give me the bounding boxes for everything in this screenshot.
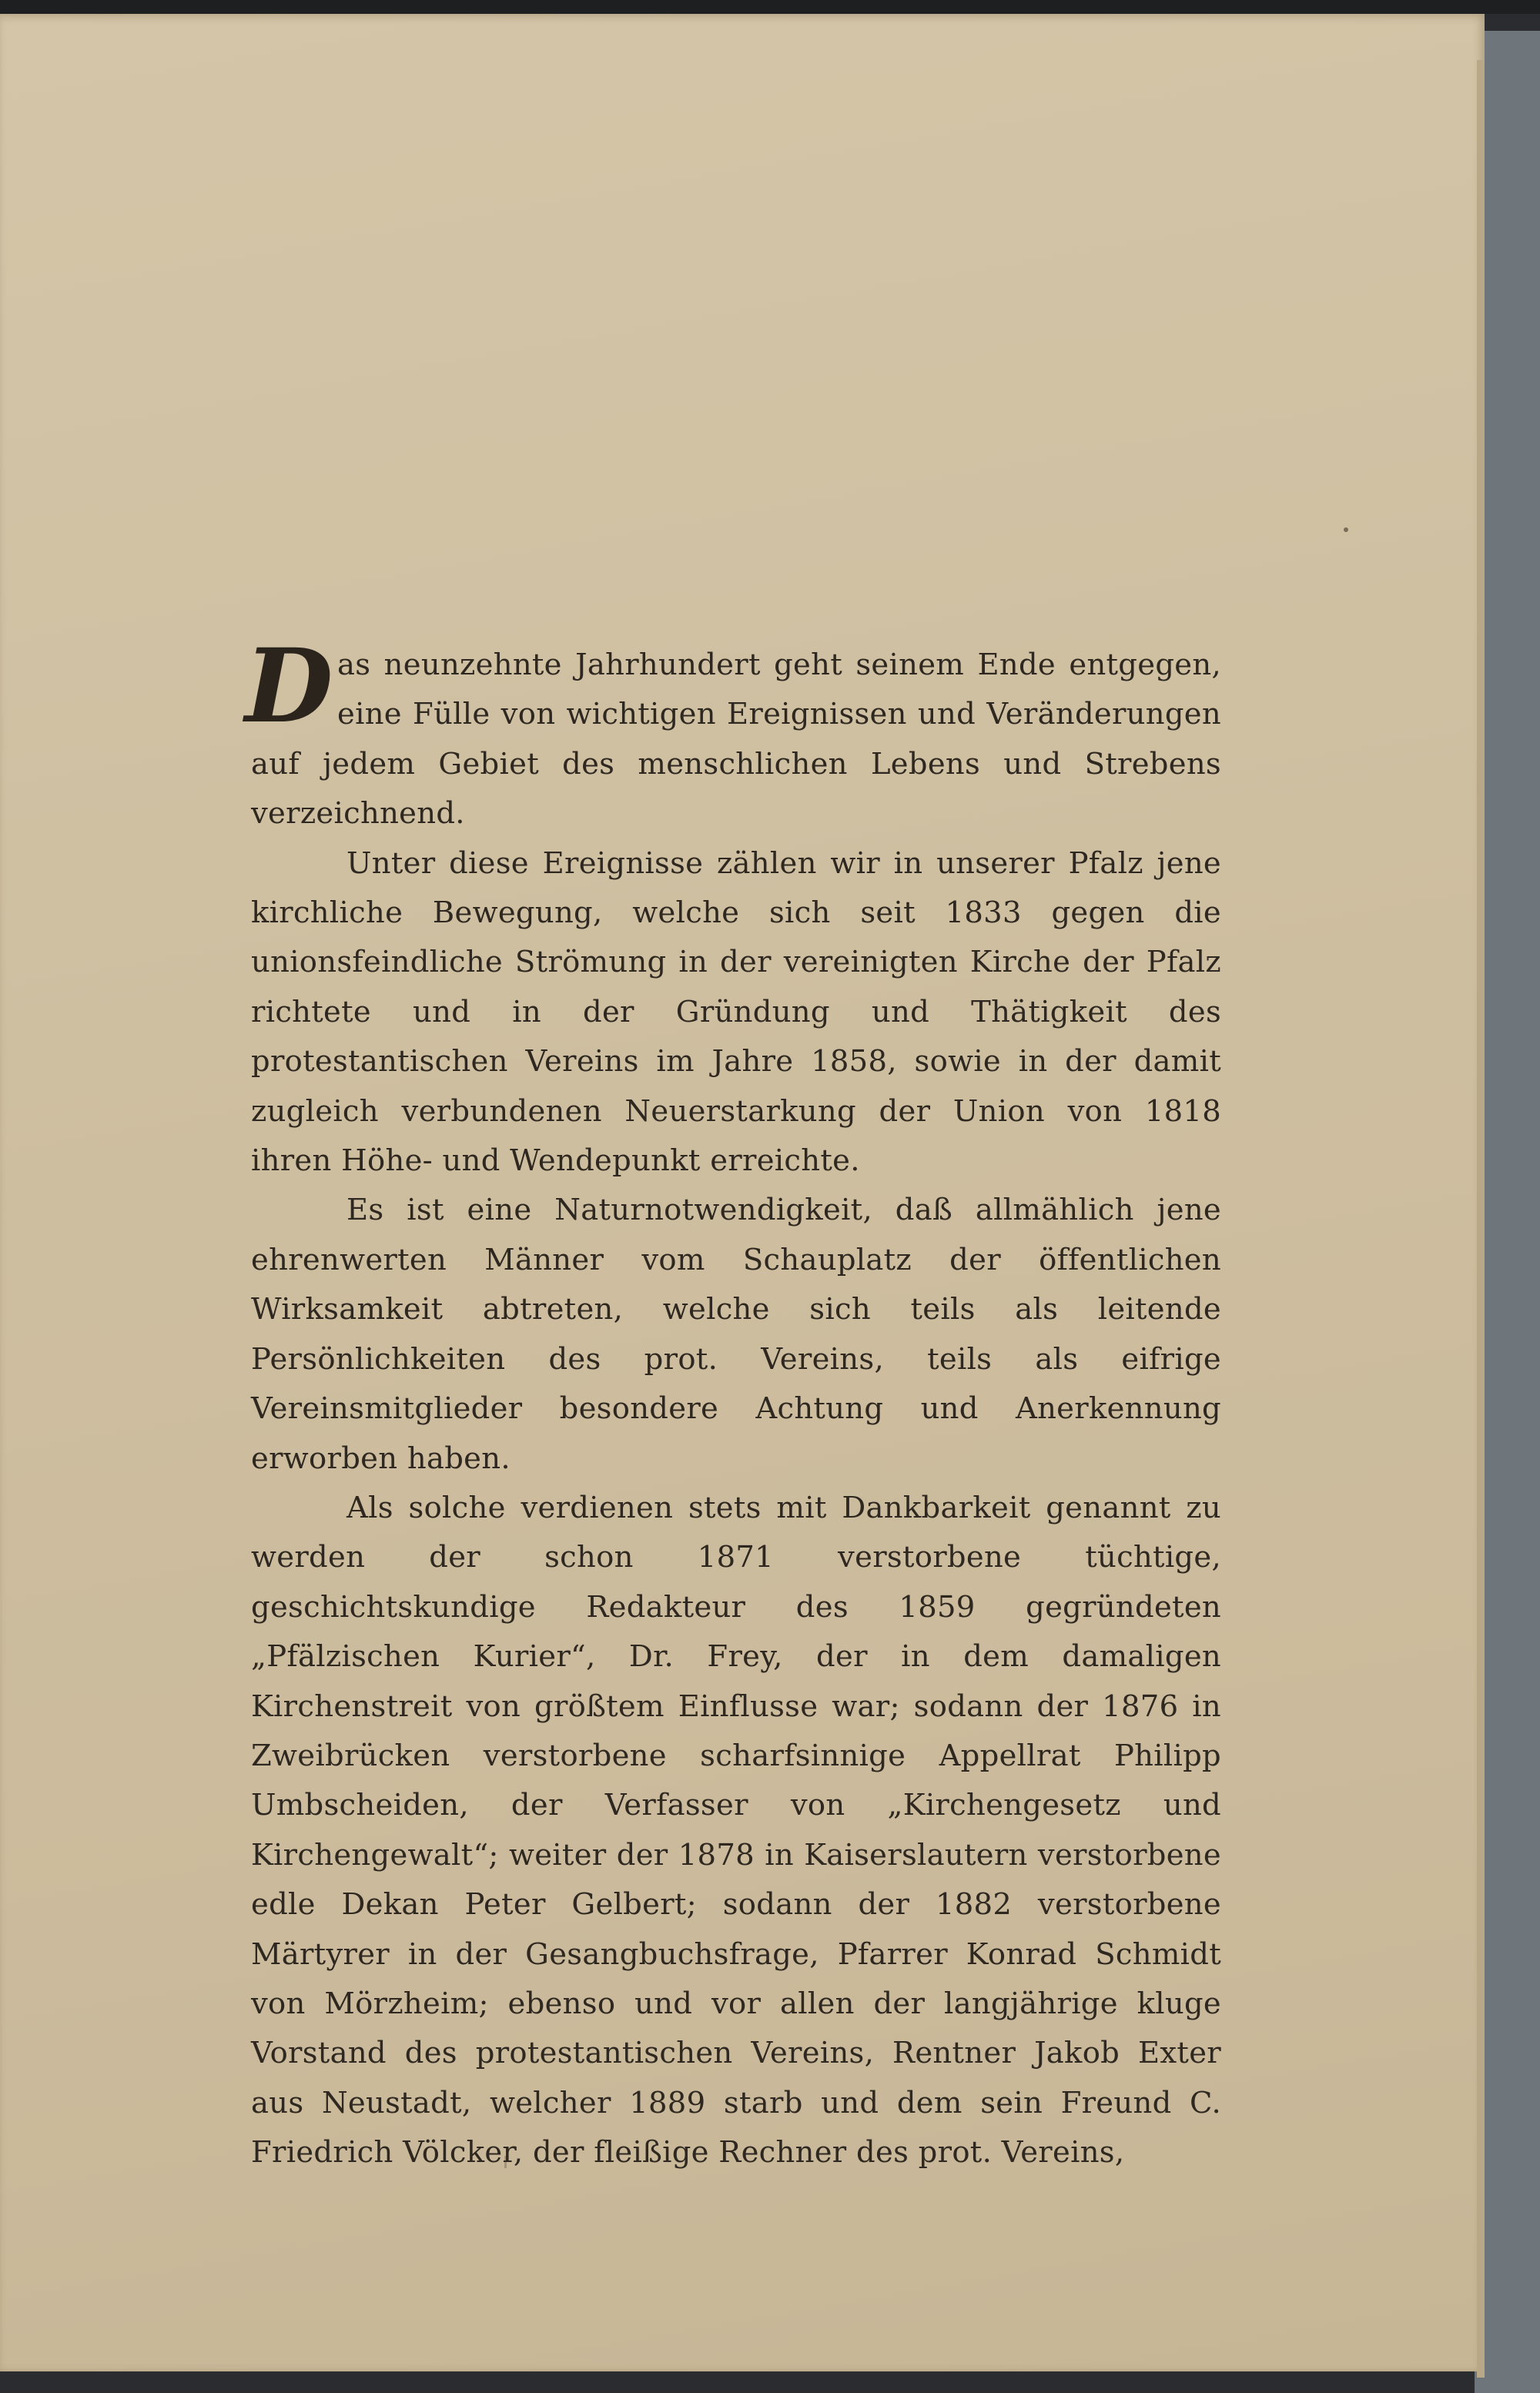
ink-speck [1344, 527, 1348, 532]
drop-cap: D [245, 627, 333, 746]
body-text [245, 627, 1221, 2178]
paragraph-3: Es ist eine Naturnotwendigkeit, daß allmählich jene ehrenwerten Männer vom Schauplatz der öffentlichen Wirksamkeit abtreten, welche sich teils als leitende Persönlichkeiten des prot. Vereins, teils als eifrige Vereinsmitglieder besondere Achtung und Anerkennung erworben haben. [251, 1193, 1221, 1476]
page-edge [1477, 60, 1485, 2378]
paragraph-4: Als solche verdienen stets mit Dankbarkeit genannt zu werden der schon 1871 verstorbene tüchtige, geschichtskundige Redakteur des 1859 gegründeten „Pfälzischen Kurier“, Dr. Frey, der in dem damaligen Kirchenstreit von größtem Einflusse war; sodann der 1876 in Zweibrücken verstorbene scharfsinnige Appellrat Philipp Umbscheiden, der Verfasser von „Kirchengesetz und Kirchengewalt“; weiter der 1878 in Kaiserslautern verstorbene edle Dekan Peter Gelbert; sodann der 1882 verstorbene Märtyrer in der Gesangbuchsfrage, Pfarrer Konrad Schmidt von Mörzheim; ebenso und vor allen der langjährige kluge Vorstand des protestantischen Vereins, Rentner Jakob Exter aus Neustadt, welcher 1889 starb und dem sein Freund C. Friedrich Völcker, der fleißige Rechner des prot. Vereins, [251, 1490, 1221, 2170]
paragraph-2: Unter diese Ereignisse zählen wir in unserer Pfalz jene kirchliche Bewegung, welche sich seit 1833 gegen die unionsfeindliche Strömung in der vereinigten Kirche der Pfalz richtete und in der Gründung und Thätigkeit des protestantischen Vereins im Jahre 1858, sowie in der damit zugleich verbundenen Neuerstarkung der Union von 1818 ihren Höhe- und Wendepunkt erreichte. [251, 845, 1221, 1179]
paragraph-1 [245, 627, 1221, 839]
paragraph-1-text: as neunzehnte Jahrhundert geht seinem Ende entgegen, eine Fülle von wichtigen Ereignissen und Veränderungen auf jedem Gebiet des menschlichen Lebens und Strebens verzeichnend. [251, 648, 1221, 832]
scan-top-border [0, 0, 1540, 14]
